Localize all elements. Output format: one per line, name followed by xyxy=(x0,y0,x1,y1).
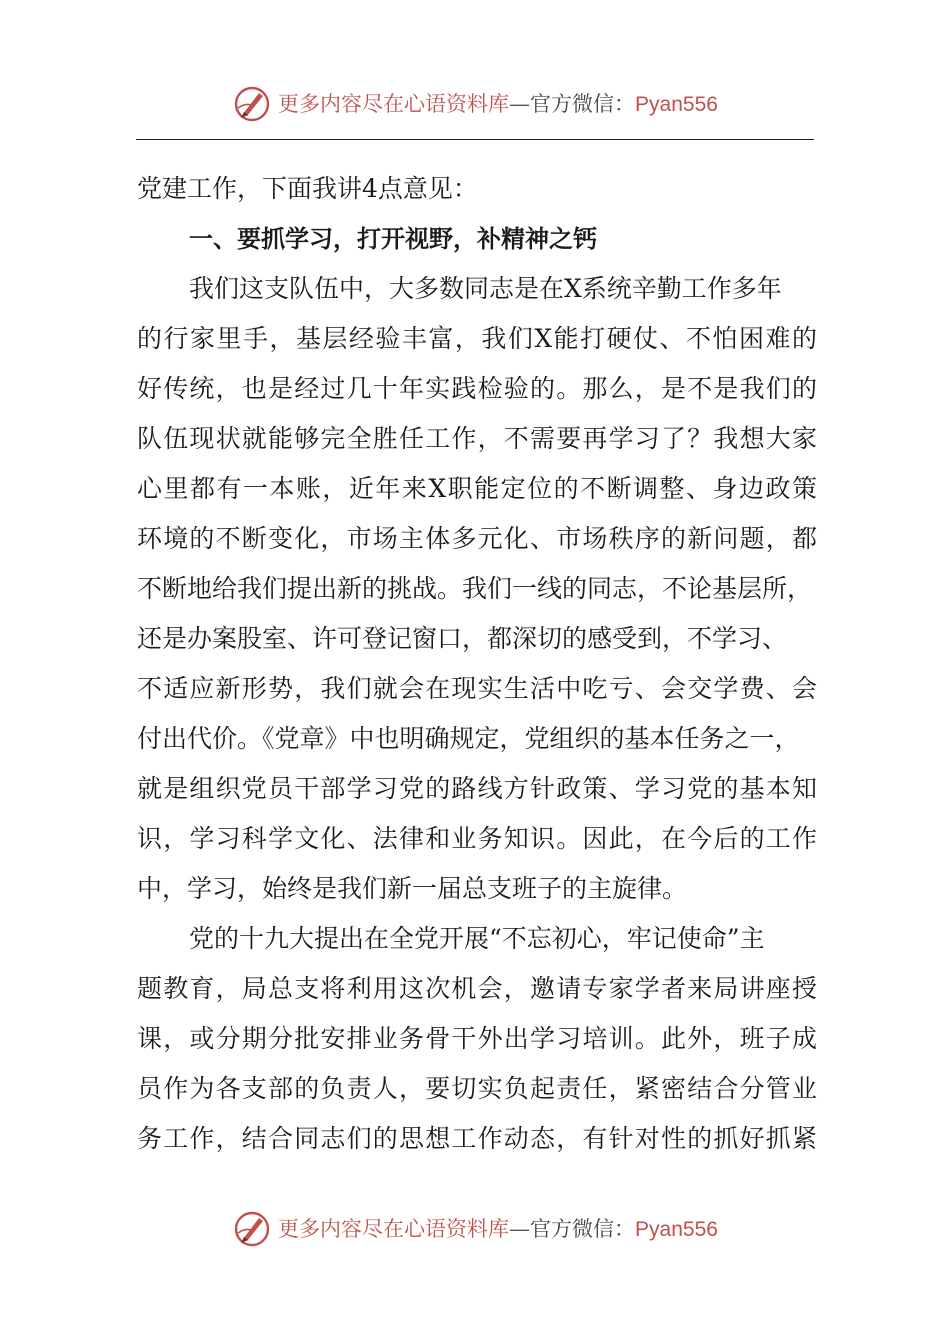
text-line: 的行家里手，基层经验丰富，我们X能打硬仗、不怕困难的 xyxy=(137,324,817,353)
text-line: 好传统，也是经过几十年实践检验的。那么，是不是我们的 xyxy=(137,374,817,403)
text-line: 题教育，局总支将利用这次机会，邀请专家学者来局讲座授 xyxy=(137,974,817,1003)
header-banner xyxy=(0,84,950,124)
text-line: 识，学习科学文化、法律和业务知识。因此，在今后的工作 xyxy=(137,824,817,853)
pen-quill-logo-icon xyxy=(232,84,272,124)
text-line: 党建工作，下面我讲4点意见： xyxy=(137,174,478,203)
text-line: 我们这支队伍中，大多数同志是在X系统辛勤工作多年 xyxy=(189,274,782,303)
header-text xyxy=(278,84,718,125)
footer-library-text: 更多内容尽在心语资料库 xyxy=(278,1216,510,1241)
pen-quill-logo-icon xyxy=(232,1209,272,1249)
text-line: 就是组织党员干部学习党的路线方针政策、学习党的基本知 xyxy=(137,774,817,803)
text-line: 员作为各支部的负责人，要切实负起责任，紧密结合分管业 xyxy=(137,1074,817,1103)
text-line: 不断地给我们提出新的挑战。我们一线的同志，不论基层所， xyxy=(137,574,813,603)
text-line: 不适应新形势，我们就会在现实生活中吃亏、会交学费、会 xyxy=(137,674,817,703)
text-line: 中，学习，始终是我们新一届总支班子的主旋律。 xyxy=(137,874,688,903)
text-line: 课，或分期分批安排业务骨干外出学习培训。此外，班子成 xyxy=(137,1024,817,1053)
document-body xyxy=(137,164,817,1164)
text-line: 付出代价。《党章》中也明确规定，党组织的基本任务之一， xyxy=(137,724,800,753)
header-wechat-label: 官方微信： xyxy=(530,91,636,116)
footer-banner xyxy=(0,1209,950,1249)
text-line: 队伍现状就能够完全胜任工作，不需要再学习了？我想大家 xyxy=(137,424,817,453)
text-line: 心里都有一本账，近年来X职能定位的不断调整、身边政策 xyxy=(137,474,817,503)
footer-text xyxy=(278,1209,718,1250)
text-line: 党的十九大提出在全党开展“不忘初心，牢记使命”主 xyxy=(189,924,765,953)
footer-separator: — xyxy=(509,1216,531,1241)
header-separator: — xyxy=(509,91,531,116)
header-divider xyxy=(136,139,814,140)
text-line: 还是办案股室、许可登记窗口，都深切的感受到，不学习、 xyxy=(137,624,788,653)
header-library-text: 更多内容尽在心语资料库 xyxy=(278,91,510,116)
footer-wechat-id: Pyan556 xyxy=(635,1217,718,1241)
text-line: 环境的不断变化，市场主体多元化、市场秩序的新问题，都 xyxy=(137,524,817,553)
header-wechat-id: Pyan556 xyxy=(635,92,718,116)
section-heading: 一、要抓学习，打开视野，补精神之钙 xyxy=(189,225,597,253)
text-line: 务工作，结合同志们的思想工作动态，有针对性的抓好抓紧 xyxy=(137,1124,817,1153)
footer-wechat-label: 官方微信： xyxy=(530,1216,636,1241)
